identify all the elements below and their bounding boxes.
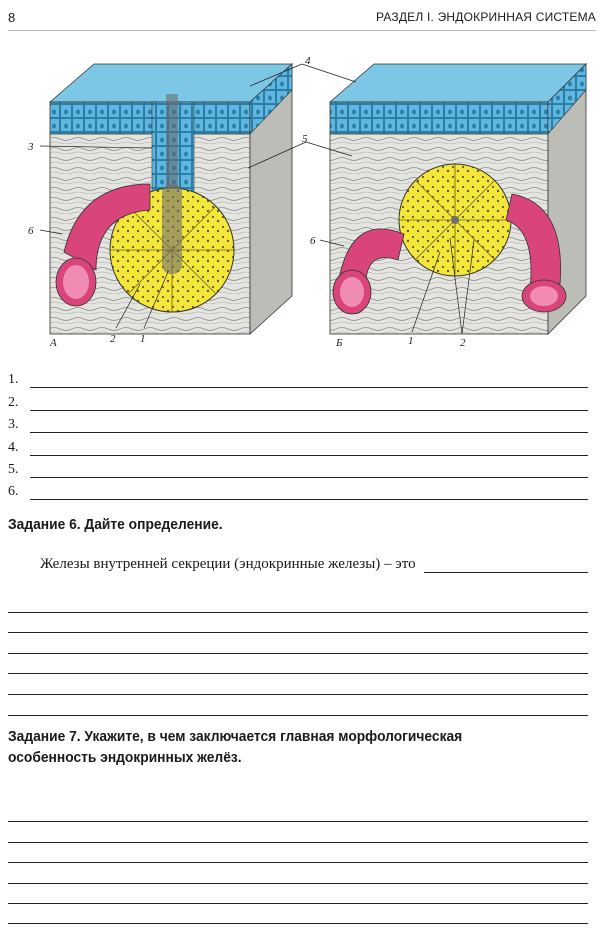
gland-illustration (0, 34, 604, 364)
definition-text: Железы внутренней секреции (эндокринные железы) – это (40, 556, 416, 572)
label-3-a: 3 (28, 141, 34, 153)
task-6-heading: Задание 6. Дайте определение. (8, 516, 223, 533)
panel-a-block (50, 64, 292, 334)
answer-line-6[interactable] (8, 478, 588, 500)
answer-line-4[interactable] (8, 433, 588, 455)
answer-number: 5. (8, 461, 19, 477)
page-number: 8 (8, 10, 16, 25)
answer-number: 4. (8, 439, 19, 455)
label-panel-b: Б (336, 337, 343, 349)
answer-blank-line[interactable] (8, 863, 588, 883)
answer-blank-line[interactable] (8, 674, 588, 695)
definition-prompt (40, 556, 588, 573)
answer-blank-line[interactable] (8, 884, 588, 904)
answer-blank-line[interactable] (8, 695, 588, 716)
label-1-b: 1 (408, 335, 414, 347)
label-5: 5 (302, 133, 308, 145)
label-1-a: 1 (140, 333, 146, 345)
label-2-a: 2 (110, 333, 116, 345)
answer-number: 1. (8, 372, 19, 388)
answer-blank-line[interactable] (8, 613, 588, 634)
label-6-b: 6 (310, 235, 316, 247)
answer-number: 3. (8, 417, 19, 433)
answer-blank-line[interactable] (8, 904, 588, 924)
label-4: 4 (305, 55, 311, 67)
answer-blank-line[interactable] (8, 633, 588, 654)
definition-blank[interactable] (424, 559, 588, 573)
answer-line-3[interactable] (8, 411, 588, 433)
label-panel-a: А (50, 337, 57, 349)
answer-blank-line[interactable] (8, 822, 588, 842)
task-6-answer-lines (8, 592, 588, 716)
answer-blank-line[interactable] (8, 843, 588, 863)
task-7-answer-lines (8, 802, 588, 944)
answer-blank-line[interactable] (8, 802, 588, 822)
header-divider (8, 30, 596, 31)
answer-blank-line[interactable] (8, 592, 588, 613)
label-6-a: 6 (28, 225, 34, 237)
label-2-b: 2 (460, 337, 466, 349)
panel-b-block (330, 64, 586, 334)
task-7-heading: Задание 7. Укажите, в чем заключается главная морфологическая особенность эндокринных желёз. (8, 728, 463, 766)
answer-line-2[interactable] (8, 388, 588, 410)
answer-number: 2. (8, 394, 19, 410)
running-title: РАЗДЕЛ I. ЭНДОКРИННАЯ СИСТЕМА (375, 10, 596, 24)
answer-line-5[interactable] (8, 456, 588, 478)
numbered-answer-lines (8, 366, 588, 500)
answer-line-1[interactable] (8, 366, 588, 388)
answer-blank-line[interactable] (8, 654, 588, 675)
answer-blank-line[interactable] (8, 924, 588, 944)
answer-number: 6. (8, 484, 19, 500)
